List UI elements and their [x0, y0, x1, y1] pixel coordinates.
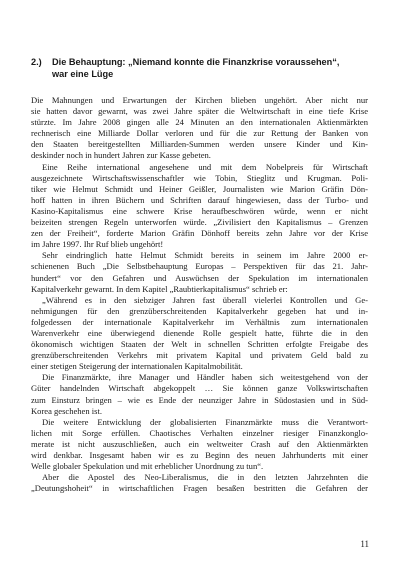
text-line: Eine Reihe international angesehene und mit dem Nobelpreis für Wirtschaft [42, 161, 368, 172]
text-line: Die weitere Entwicklung der globalisierten Finanzmärkte muss die Verantwort- [42, 416, 368, 427]
text-line: im Jahre 1997. Ihr Ruf blieb ungehört! [31, 239, 164, 250]
text-line: Kasino-Kapitalismus eine schwere Krise heraufbeschwören würde, wenn er nicht [31, 205, 368, 216]
text-line: Korea geschehen ist. [31, 405, 102, 416]
text-line: beizeiten strengen Regeln unterworfen würde. „Zivilisiert den Kapitalismus – Grenzen [31, 217, 368, 228]
text-line: zum Einsturz bringen – wie es Ende der neunziger Jahre in Südostasien und in Süd- [31, 394, 368, 405]
section-number: 2.) [31, 57, 42, 67]
text-line: grenzüberschreitenden Verkehrs mit privatem Kapital und privatem Geld bald zu [31, 350, 368, 361]
text-line: deskinder noch in hundert Jahren zur Kasse gebeten. [31, 150, 211, 161]
body-text [31, 95, 368, 494]
text-line: nehmigungen für den grenzüberschreitenden Kapitalverkehr gegeben hat und in- [31, 305, 368, 316]
text-line: einer stetigen Steigerung der internationalen Kapitalmobilität. [31, 361, 243, 372]
section-title-line-2: war eine Lüge [52, 69, 114, 79]
text-line: schienenen Buch „Die Selbstbehauptung Europas – Perspektiven für das 21. Jahr- [31, 261, 368, 272]
text-line: „Während es in den siebziger Jahren fast überall vielerlei Kontrollen und Ge- [42, 294, 368, 305]
text-line: hundert“ vor den Gefahren und Auswüchsen der Spekulation im internationalen [31, 272, 368, 283]
text-line: Die Finanzmärkte, ihre Manager und Händler haben sich weitestgehend von der [42, 372, 368, 383]
text-line: lichen mit Sorge erfüllen. Chaotisches Verhalten einzelner riesiger Finanzkonglo- [31, 427, 368, 438]
section-title-line-1: Die Behauptung: „Niemand konnte die Finanzkrise voraussehen“, [52, 57, 340, 67]
text-line: hoff hatten in ihren Büchern und Schriften darauf hingewiesen, dass der Turbo- und [31, 194, 368, 205]
text-line: Aber die Apostel des Neo-Liberalismus, die in den letzten Jahrzehnten die [42, 472, 368, 483]
text-line: ökonomisch wichtigen Staaten der Welt in schnellen Schritten erfolgte Freigabe des [31, 339, 368, 350]
page-number: 11 [360, 539, 369, 549]
text-line: Güter handelnden Wirtschaft abgekoppelt … Sie können ganze Volkswirtschaften [31, 383, 368, 394]
text-line: zen der Freiheit“, forderte Marion Gräfin Dönhoff bereits zehn Jahre vor der Krise [31, 228, 368, 239]
text-line: rechnerisch eine Milliarde Dollar verloren und für die zur Rettung der Banken von [31, 128, 368, 139]
text-line: wird denkbar. Insgesamt haben wir es zu Beginn des neuen Jahrhunderts mit einer [31, 450, 368, 460]
text-line: Kapitalverkehr gewarnt. In dem Kapitel „Raubtierkapitalismus“ schrieb er: [31, 283, 288, 294]
text-line: folgedessen der internationale Kapitalverkehr im Verhältnis zum internationalen [31, 316, 368, 327]
text-line: Warenverkehr eine überwiegend dienende Rolle gespielt hatte, führte die in den [31, 327, 368, 338]
text-line: den Staaten bereitgestellten Milliarden-Summen werden unsere Kinder und Kin- [31, 139, 368, 150]
text-line: „Deutungshoheit“ in wirtschaftlichen Fragen besaßen bestritten die Gefahren der [31, 483, 368, 494]
text-line: merate ist nicht auszuschließen, auch ein weltweiter Crash auf den Aktienmärkten [31, 438, 368, 449]
text-line: tiker wie Helmut Schmidt und Heiner Geißler, Journalisten wie Marion Gräfin Dön- [31, 183, 368, 194]
text-line: Sehr eindringlich hatte Helmut Schmidt bereits in seinem im Jahre 2000 er- [42, 250, 368, 261]
text-line: Welle globaler Spekulation und mit erheblicher Unordnung zu tun“. [31, 461, 264, 472]
text-line: ausgezeichnete Wirtschaftswissenschaftler wie Tobin, Stieglitz und Krugman. Poli- [31, 172, 368, 183]
text-line: stürzte. Im Jahre 2008 gingen alle 24 Minuten an den internationalen Aktienmärkten [31, 117, 368, 128]
text-line: Die Mahnungen und Erwartungen der Kirchen blieben ungehört. Aber nicht nur [31, 95, 368, 105]
text-line: sie hatten davor gewarnt, was zwei Jahre später die Weltwirtschaft in eine tiefe Krise [31, 106, 368, 117]
